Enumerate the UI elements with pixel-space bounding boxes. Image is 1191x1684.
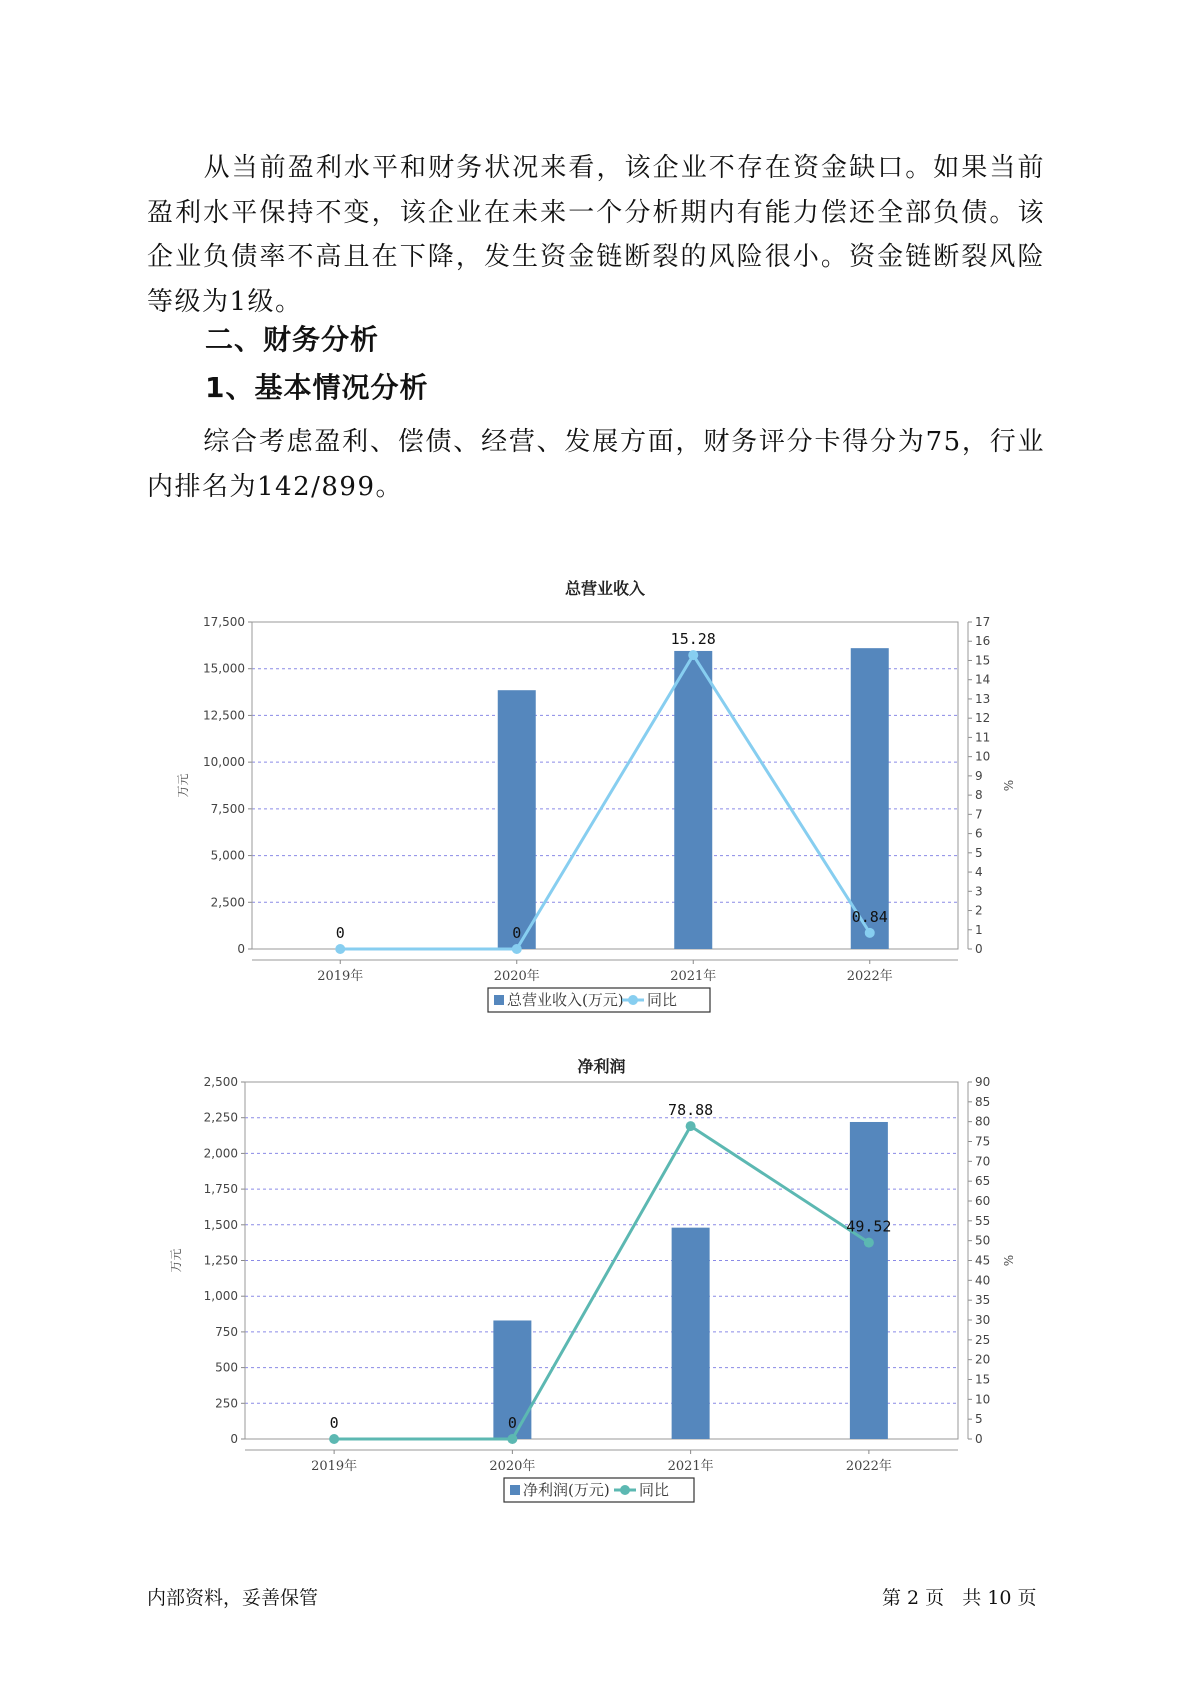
revenue-y2tick-label: 14	[975, 672, 991, 687]
revenue-legend-bar-swatch	[494, 995, 504, 1005]
net-profit-ytick-label: 1,750	[203, 1182, 238, 1197]
revenue-xtick-label: 2022年	[846, 969, 893, 984]
revenue-chart-svg	[0, 560, 1191, 1030]
revenue-yoy-point	[688, 650, 698, 660]
revenue-y2tick-label: 2	[975, 903, 983, 918]
net-profit-y2tick-label: 90	[975, 1075, 991, 1089]
revenue-ytick-label: 12,500	[203, 708, 245, 723]
net-profit-y2tick-label: 25	[975, 1332, 991, 1347]
revenue-xtick-label: 2021年	[670, 969, 717, 984]
paragraph-score-text: 综合考虑盈利、偿债、经营、发展方面，财务评分卡得分为75，行业内排名为142/899。	[147, 427, 1045, 502]
revenue-y2tick-label: 5	[975, 845, 983, 860]
revenue-yoy-label: 0	[512, 924, 522, 942]
net-profit-legend-bar-swatch	[510, 1485, 520, 1495]
revenue-y2tick-label: 10	[975, 749, 991, 764]
net-profit-yoy-point	[507, 1434, 517, 1444]
net-profit-y2tick-label: 0	[975, 1432, 983, 1446]
net-profit-y2tick-label: 75	[975, 1134, 991, 1149]
revenue-ytick-label: 7,500	[210, 801, 245, 816]
revenue-y2tick-label: 6	[975, 826, 983, 841]
revenue-y2tick-label: 12	[975, 711, 991, 726]
net-profit-y2tick-label: 20	[975, 1352, 991, 1367]
net-profit-yoy-label: 49.52	[846, 1217, 892, 1236]
net-profit-chart	[0, 1050, 1191, 1520]
net-profit-ytick-label: 2,000	[203, 1146, 238, 1161]
net-profit-bar	[850, 1122, 888, 1439]
net-profit-yoy-label: 0	[329, 1414, 339, 1432]
net-profit-legend-line-marker	[620, 1485, 630, 1495]
revenue-y2tick-label: 3	[975, 884, 983, 899]
revenue-xtick-label: 2020年	[493, 969, 540, 984]
paragraph-funding-risk-text: 从当前盈利水平和财务状况来看，该企业不存在资金缺口。如果当前盈利水平保持不变，该企业在未来一个分析期内有能力偿还全部负债。该企业负债率不高且在下降，发生资金链断裂的风险很小。资金链断裂风险等级为1级。	[147, 153, 1045, 317]
revenue-bar	[498, 690, 536, 949]
net-profit-y2tick-label: 55	[975, 1213, 991, 1228]
revenue-legend-bar-label: 总营业收入(万元)	[507, 991, 624, 1009]
net-profit-yoy-point	[864, 1238, 874, 1248]
revenue-ytick-label: 17,500	[203, 615, 245, 629]
net-profit-xtick-label: 2020年	[489, 1459, 536, 1474]
revenue-y2tick-label: 1	[975, 922, 983, 937]
revenue-y2label: %	[1002, 779, 1016, 792]
revenue-chart-title: 总营业收入	[564, 579, 646, 598]
net-profit-y2tick-label: 10	[975, 1392, 991, 1407]
revenue-y2tick-label: 8	[975, 788, 983, 803]
revenue-yoy-label: 15.28	[670, 630, 716, 649]
net-profit-yoy-point	[329, 1434, 339, 1444]
net-profit-ylabel: 万元	[169, 1248, 183, 1273]
net-profit-legend-line-label: 同比	[639, 1481, 670, 1499]
revenue-ytick-label: 10,000	[203, 755, 245, 770]
net-profit-chart-svg	[0, 1050, 1191, 1520]
revenue-yoy-point	[865, 928, 875, 938]
revenue-y2tick-label: 17	[975, 615, 991, 629]
revenue-ytick-label: 15,000	[203, 661, 245, 676]
net-profit-y2tick-label: 60	[975, 1194, 991, 1208]
net-profit-xtick-label: 2021年	[667, 1459, 714, 1474]
revenue-legend-line-marker	[628, 995, 638, 1005]
net-profit-ytick-label: 1,500	[203, 1217, 238, 1232]
revenue-yoy-point	[512, 944, 522, 954]
net-profit-bar	[672, 1228, 710, 1439]
net-profit-y2tick-label: 50	[975, 1233, 991, 1248]
revenue-xtick-label: 2019年	[317, 969, 364, 984]
revenue-chart	[0, 560, 1191, 1030]
revenue-y2tick-label: 11	[975, 730, 991, 745]
footer-confidential: 内部资料，妥善保管	[147, 1587, 319, 1609]
revenue-yoy-point	[335, 944, 345, 954]
revenue-y2tick-label: 9	[975, 768, 983, 783]
net-profit-y2tick-label: 15	[975, 1372, 991, 1387]
revenue-bar	[851, 648, 889, 949]
net-profit-ytick-label: 250	[215, 1396, 238, 1411]
net-profit-y2tick-label: 45	[975, 1253, 991, 1268]
net-profit-legend-bar-label: 净利润(万元)	[523, 1481, 610, 1499]
net-profit-yoy-line	[334, 1126, 869, 1439]
revenue-y2tick-label: 4	[975, 865, 983, 880]
net-profit-y2label: %	[1002, 1254, 1016, 1267]
net-profit-ytick-label: 750	[215, 1324, 238, 1339]
revenue-ytick-label: 2,500	[210, 895, 245, 910]
net-profit-xtick-label: 2019年	[311, 1459, 358, 1474]
net-profit-ytick-label: 2,250	[203, 1110, 238, 1125]
net-profit-yoy-label: 78.88	[668, 1101, 714, 1120]
net-profit-ytick-label: 2,500	[203, 1075, 238, 1089]
net-profit-yoy-point	[686, 1121, 696, 1131]
subsection-heading: 1、基本情况分析	[205, 371, 429, 404]
paragraph-funding-risk	[147, 146, 1045, 324]
revenue-y2tick-label: 16	[975, 634, 991, 649]
footer-page-number: 第 2 页 共 10 页	[882, 1587, 1037, 1609]
net-profit-y2tick-label: 5	[975, 1412, 983, 1427]
net-profit-y2tick-label: 30	[975, 1313, 991, 1327]
revenue-ylabel: 万元	[176, 773, 190, 798]
revenue-y2tick-label: 13	[975, 691, 991, 706]
net-profit-y2tick-label: 65	[975, 1174, 991, 1189]
net-profit-y2tick-label: 35	[975, 1293, 991, 1308]
section-heading: 二、财务分析	[205, 323, 380, 356]
revenue-yoy-label: 0.84	[851, 907, 888, 926]
net-profit-chart-title: 净利润	[577, 1057, 626, 1076]
revenue-yoy-line	[340, 655, 870, 949]
revenue-legend-line-label: 同比	[647, 991, 678, 1009]
revenue-y2tick-label: 15	[975, 653, 991, 668]
revenue-y2tick-label: 7	[975, 807, 983, 822]
revenue-yoy-label: 0	[335, 924, 345, 942]
net-profit-xtick-label: 2022年	[845, 1459, 892, 1474]
revenue-bar	[674, 651, 712, 949]
revenue-ytick-label: 0	[237, 942, 245, 956]
net-profit-ytick-label: 1,250	[203, 1253, 238, 1268]
revenue-y2tick-label: 0	[975, 942, 983, 956]
net-profit-y2tick-label: 80	[975, 1114, 991, 1129]
net-profit-ytick-label: 500	[215, 1360, 238, 1375]
paragraph-score	[147, 420, 1045, 509]
net-profit-y2tick-label: 40	[975, 1273, 991, 1288]
net-profit-ytick-label: 0	[230, 1432, 238, 1446]
net-profit-ytick-label: 1,000	[203, 1289, 238, 1304]
net-profit-y2tick-label: 85	[975, 1094, 991, 1109]
net-profit-y2tick-label: 70	[975, 1154, 991, 1169]
revenue-ytick-label: 5,000	[210, 848, 245, 863]
net-profit-yoy-label: 0	[507, 1414, 517, 1432]
